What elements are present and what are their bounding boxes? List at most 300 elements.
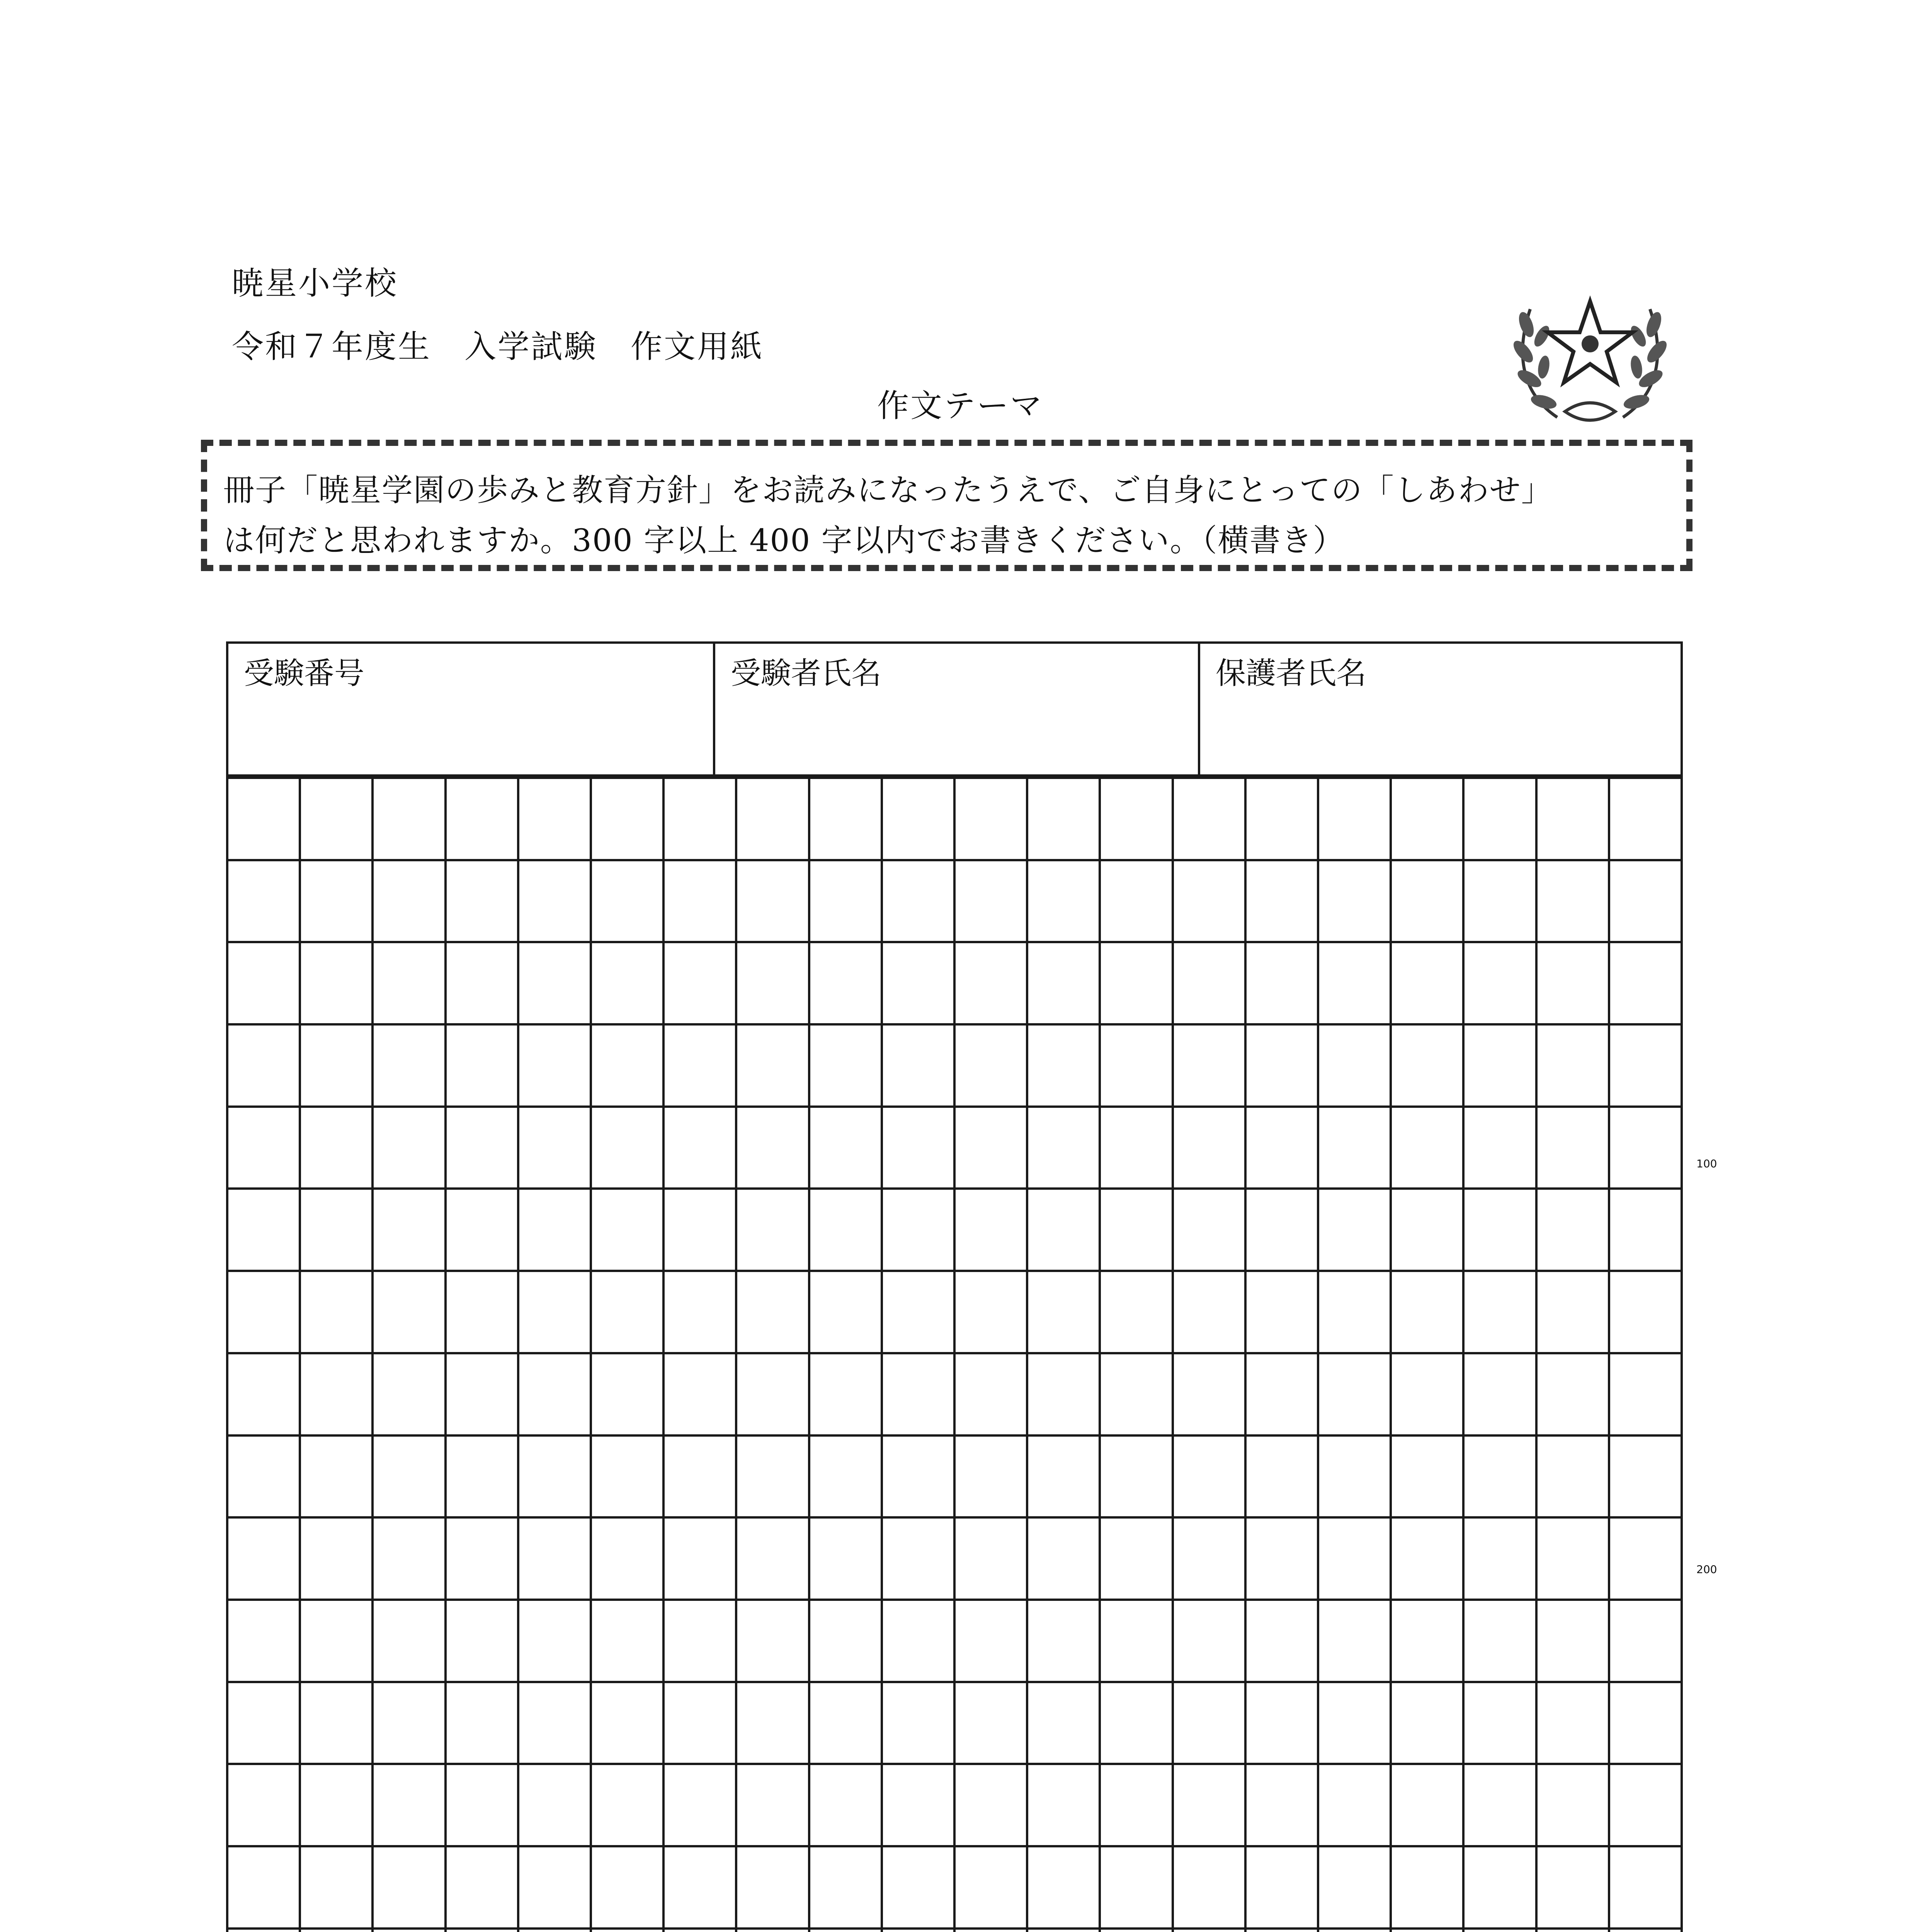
grid-cell[interactable] xyxy=(301,1108,374,1190)
grid-cell[interactable] xyxy=(447,1765,519,1847)
grid-cell[interactable] xyxy=(1538,1519,1610,1601)
grid-cell[interactable] xyxy=(737,861,810,944)
grid-cell[interactable] xyxy=(592,1601,665,1683)
grid-cell[interactable] xyxy=(374,1519,446,1601)
grid-cell[interactable] xyxy=(1319,1354,1392,1437)
grid-cell[interactable] xyxy=(1610,1272,1683,1354)
grid-cell[interactable] xyxy=(1319,1601,1392,1683)
grid-cell[interactable] xyxy=(1465,1108,1537,1190)
grid-cell[interactable] xyxy=(956,1026,1028,1108)
grid-cell[interactable] xyxy=(1465,1190,1537,1272)
grid-cell[interactable] xyxy=(374,1437,446,1519)
grid-cell[interactable] xyxy=(1610,1930,1683,1932)
grid-cell[interactable] xyxy=(374,943,446,1026)
grid-cell[interactable] xyxy=(1392,1026,1465,1108)
grid-cell[interactable] xyxy=(1247,1519,1319,1601)
grid-cell[interactable] xyxy=(1465,1354,1537,1437)
grid-cell[interactable] xyxy=(374,1930,446,1932)
grid-cell[interactable] xyxy=(592,861,665,944)
grid-cell[interactable] xyxy=(592,1108,665,1190)
grid-cell[interactable] xyxy=(1465,1601,1537,1683)
grid-cell[interactable] xyxy=(1538,779,1610,861)
grid-cell[interactable] xyxy=(1610,1354,1683,1437)
grid-cell[interactable] xyxy=(665,1519,737,1601)
grid-cell[interactable] xyxy=(1538,1601,1610,1683)
grid-cell[interactable] xyxy=(228,861,301,944)
grid-cell[interactable] xyxy=(519,1765,592,1847)
grid-cell[interactable] xyxy=(1247,1190,1319,1272)
grid-cell[interactable] xyxy=(519,1190,592,1272)
grid-cell[interactable] xyxy=(374,1190,446,1272)
grid-cell[interactable] xyxy=(956,1108,1028,1190)
grid-cell[interactable] xyxy=(592,1930,665,1932)
grid-cell[interactable] xyxy=(1319,779,1392,861)
grid-cell[interactable] xyxy=(810,943,883,1026)
grid-cell[interactable] xyxy=(447,1026,519,1108)
grid-cell[interactable] xyxy=(301,1930,374,1932)
grid-cell[interactable] xyxy=(447,1601,519,1683)
grid-cell[interactable] xyxy=(1101,779,1174,861)
grid-cell[interactable] xyxy=(810,861,883,944)
grid-cell[interactable] xyxy=(1538,1847,1610,1930)
grid-cell[interactable] xyxy=(1610,1108,1683,1190)
grid-cell[interactable] xyxy=(1101,861,1174,944)
grid-cell[interactable] xyxy=(1028,1601,1101,1683)
grid-cell[interactable] xyxy=(1538,1930,1610,1932)
grid-cell[interactable] xyxy=(883,1930,956,1932)
grid-cell[interactable] xyxy=(1465,861,1537,944)
grid-cell[interactable] xyxy=(956,861,1028,944)
grid-cell[interactable] xyxy=(1610,1847,1683,1930)
grid-cell[interactable] xyxy=(228,1519,301,1601)
grid-cell[interactable] xyxy=(1174,779,1247,861)
grid-cell[interactable] xyxy=(1465,1847,1537,1930)
grid-cell[interactable] xyxy=(1028,1683,1101,1765)
grid-cell[interactable] xyxy=(1465,1437,1537,1519)
grid-cell[interactable] xyxy=(1101,1519,1174,1601)
grid-cell[interactable] xyxy=(374,1765,446,1847)
grid-cell[interactable] xyxy=(592,1765,665,1847)
grid-cell[interactable] xyxy=(519,943,592,1026)
grid-cell[interactable] xyxy=(956,1519,1028,1601)
grid-cell[interactable] xyxy=(737,1601,810,1683)
grid-cell[interactable] xyxy=(1392,1930,1465,1932)
grid-cell[interactable] xyxy=(228,1026,301,1108)
grid-cell[interactable] xyxy=(1101,1930,1174,1932)
grid-cell[interactable] xyxy=(592,1437,665,1519)
grid-cell[interactable] xyxy=(301,943,374,1026)
grid-cell[interactable] xyxy=(737,943,810,1026)
grid-cell[interactable] xyxy=(301,1847,374,1930)
grid-cell[interactable] xyxy=(301,1601,374,1683)
grid-cell[interactable] xyxy=(1610,1437,1683,1519)
grid-cell[interactable] xyxy=(1319,943,1392,1026)
grid-cell[interactable] xyxy=(737,1847,810,1930)
grid-cell[interactable] xyxy=(665,943,737,1026)
grid-cell[interactable] xyxy=(1465,1765,1537,1847)
grid-cell[interactable] xyxy=(1465,779,1537,861)
grid-cell[interactable] xyxy=(1101,1272,1174,1354)
grid-cell[interactable] xyxy=(447,1354,519,1437)
grid-cell[interactable] xyxy=(1392,1108,1465,1190)
grid-cell[interactable] xyxy=(1247,1930,1319,1932)
grid-cell[interactable] xyxy=(1247,779,1319,861)
grid-cell[interactable] xyxy=(737,1437,810,1519)
grid-cell[interactable] xyxy=(447,1272,519,1354)
grid-cell[interactable] xyxy=(1174,943,1247,1026)
grid-cell[interactable] xyxy=(956,1683,1028,1765)
grid-cell[interactable] xyxy=(1028,1765,1101,1847)
grid-cell[interactable] xyxy=(883,1437,956,1519)
grid-cell[interactable] xyxy=(1319,1190,1392,1272)
grid-cell[interactable] xyxy=(1319,1026,1392,1108)
grid-cell[interactable] xyxy=(1610,1519,1683,1601)
grid-cell[interactable] xyxy=(810,779,883,861)
grid-cell[interactable] xyxy=(1610,1683,1683,1765)
grid-cell[interactable] xyxy=(1101,1354,1174,1437)
grid-cell[interactable] xyxy=(228,943,301,1026)
grid-cell[interactable] xyxy=(810,1190,883,1272)
grid-cell[interactable] xyxy=(1392,943,1465,1026)
grid-cell[interactable] xyxy=(1101,943,1174,1026)
grid-cell[interactable] xyxy=(810,1765,883,1847)
grid-cell[interactable] xyxy=(447,1519,519,1601)
grid-cell[interactable] xyxy=(883,1354,956,1437)
grid-cell[interactable] xyxy=(1392,1272,1465,1354)
grid-cell[interactable] xyxy=(1101,1601,1174,1683)
grid-cell[interactable] xyxy=(374,1354,446,1437)
grid-cell[interactable] xyxy=(1028,1847,1101,1930)
grid-cell[interactable] xyxy=(665,1847,737,1930)
grid-cell[interactable] xyxy=(1392,1601,1465,1683)
grid-cell[interactable] xyxy=(737,1272,810,1354)
grid-cell[interactable] xyxy=(228,1437,301,1519)
grid-cell[interactable] xyxy=(956,1930,1028,1932)
grid-cell[interactable] xyxy=(665,861,737,944)
grid-cell[interactable] xyxy=(1247,1601,1319,1683)
grid-cell[interactable] xyxy=(1247,1354,1319,1437)
grid-cell[interactable] xyxy=(1247,1765,1319,1847)
grid-cell[interactable] xyxy=(1538,1108,1610,1190)
grid-cell[interactable] xyxy=(374,1847,446,1930)
grid-cell[interactable] xyxy=(810,1683,883,1765)
grid-cell[interactable] xyxy=(592,943,665,1026)
grid-cell[interactable] xyxy=(447,1930,519,1932)
grid-cell[interactable] xyxy=(1101,1026,1174,1108)
grid-cell[interactable] xyxy=(810,1354,883,1437)
grid-cell[interactable] xyxy=(1101,1847,1174,1930)
grid-cell[interactable] xyxy=(1028,1190,1101,1272)
grid-cell[interactable] xyxy=(737,1026,810,1108)
grid-cell[interactable] xyxy=(228,1354,301,1437)
grid-cell[interactable] xyxy=(1247,1026,1319,1108)
grid-cell[interactable] xyxy=(1610,779,1683,861)
grid-cell[interactable] xyxy=(1392,861,1465,944)
grid-cell[interactable] xyxy=(1028,1026,1101,1108)
grid-cell[interactable] xyxy=(810,1026,883,1108)
grid-cell[interactable] xyxy=(519,1847,592,1930)
grid-cell[interactable] xyxy=(810,1272,883,1354)
grid-cell[interactable] xyxy=(519,1108,592,1190)
grid-cell[interactable] xyxy=(519,1026,592,1108)
grid-cell[interactable] xyxy=(1392,1519,1465,1601)
grid-cell[interactable] xyxy=(810,1437,883,1519)
grid-cell[interactable] xyxy=(447,779,519,861)
grid-cell[interactable] xyxy=(1174,1108,1247,1190)
grid-cell[interactable] xyxy=(1101,1437,1174,1519)
grid-cell[interactable] xyxy=(519,1519,592,1601)
grid-cell[interactable] xyxy=(374,1026,446,1108)
grid-cell[interactable] xyxy=(1247,861,1319,944)
grid-cell[interactable] xyxy=(519,1354,592,1437)
grid-cell[interactable] xyxy=(1174,1847,1247,1930)
grid-cell[interactable] xyxy=(1465,1026,1537,1108)
grid-cell[interactable] xyxy=(665,1272,737,1354)
grid-cell[interactable] xyxy=(1392,1354,1465,1437)
grid-cell[interactable] xyxy=(665,1437,737,1519)
grid-cell[interactable] xyxy=(592,1026,665,1108)
grid-cell[interactable] xyxy=(228,1108,301,1190)
grid-cell[interactable] xyxy=(447,1847,519,1930)
grid-cell[interactable] xyxy=(956,1354,1028,1437)
grid-cell[interactable] xyxy=(592,779,665,861)
grid-cell[interactable] xyxy=(1610,1601,1683,1683)
grid-cell[interactable] xyxy=(810,1601,883,1683)
grid-cell[interactable] xyxy=(592,1847,665,1930)
grid-cell[interactable] xyxy=(1174,861,1247,944)
grid-cell[interactable] xyxy=(447,861,519,944)
grid-cell[interactable] xyxy=(1247,943,1319,1026)
grid-cell[interactable] xyxy=(1101,1190,1174,1272)
grid-cell[interactable] xyxy=(519,1437,592,1519)
grid-cell[interactable] xyxy=(1174,1765,1247,1847)
grid-cell[interactable] xyxy=(665,1354,737,1437)
grid-cell[interactable] xyxy=(1319,1437,1392,1519)
examinee-name-field[interactable] xyxy=(715,644,1200,774)
grid-cell[interactable] xyxy=(883,1190,956,1272)
grid-cell[interactable] xyxy=(447,1108,519,1190)
grid-cell[interactable] xyxy=(956,1765,1028,1847)
grid-cell[interactable] xyxy=(301,1519,374,1601)
grid-cell[interactable] xyxy=(1174,1354,1247,1437)
grid-cell[interactable] xyxy=(447,1683,519,1765)
grid-cell[interactable] xyxy=(956,943,1028,1026)
grid-cell[interactable] xyxy=(1101,1765,1174,1847)
grid-cell[interactable] xyxy=(1392,1683,1465,1765)
grid-cell[interactable] xyxy=(1465,1930,1537,1932)
grid-cell[interactable] xyxy=(228,1765,301,1847)
grid-cell[interactable] xyxy=(374,861,446,944)
grid-cell[interactable] xyxy=(1319,1847,1392,1930)
grid-cell[interactable] xyxy=(956,779,1028,861)
grid-cell[interactable] xyxy=(1538,1026,1610,1108)
grid-cell[interactable] xyxy=(1174,1190,1247,1272)
grid-cell[interactable] xyxy=(956,1272,1028,1354)
grid-cell[interactable] xyxy=(519,779,592,861)
grid-cell[interactable] xyxy=(1174,1519,1247,1601)
grid-cell[interactable] xyxy=(1319,1683,1392,1765)
grid-cell[interactable] xyxy=(228,1272,301,1354)
grid-cell[interactable] xyxy=(1028,861,1101,944)
grid-cell[interactable] xyxy=(1028,1272,1101,1354)
grid-cell[interactable] xyxy=(592,1683,665,1765)
grid-cell[interactable] xyxy=(592,1354,665,1437)
grid-cell[interactable] xyxy=(1538,1765,1610,1847)
grid-cell[interactable] xyxy=(1028,1108,1101,1190)
grid-cell[interactable] xyxy=(519,1930,592,1932)
grid-cell[interactable] xyxy=(301,1026,374,1108)
grid-cell[interactable] xyxy=(1174,1437,1247,1519)
grid-cell[interactable] xyxy=(883,1272,956,1354)
grid-cell[interactable] xyxy=(519,1272,592,1354)
grid-cell[interactable] xyxy=(665,1190,737,1272)
grid-cell[interactable] xyxy=(228,779,301,861)
grid-cell[interactable] xyxy=(1174,1601,1247,1683)
grid-cell[interactable] xyxy=(1610,1190,1683,1272)
grid-cell[interactable] xyxy=(447,1437,519,1519)
grid-cell[interactable] xyxy=(519,1601,592,1683)
grid-cell[interactable] xyxy=(665,1930,737,1932)
grid-cell[interactable] xyxy=(737,1108,810,1190)
grid-cell[interactable] xyxy=(1392,1765,1465,1847)
grid-cell[interactable] xyxy=(1174,1683,1247,1765)
grid-cell[interactable] xyxy=(228,1190,301,1272)
writing-grid[interactable] xyxy=(226,777,1683,1932)
grid-cell[interactable] xyxy=(1392,1437,1465,1519)
grid-cell[interactable] xyxy=(1538,1683,1610,1765)
grid-cell[interactable] xyxy=(810,1519,883,1601)
grid-cell[interactable] xyxy=(883,1601,956,1683)
grid-cell[interactable] xyxy=(1538,943,1610,1026)
grid-cell[interactable] xyxy=(1319,1272,1392,1354)
grid-cell[interactable] xyxy=(301,1765,374,1847)
grid-cell[interactable] xyxy=(1610,1765,1683,1847)
grid-cell[interactable] xyxy=(374,1683,446,1765)
grid-cell[interactable] xyxy=(1538,1190,1610,1272)
grid-cell[interactable] xyxy=(228,1847,301,1930)
grid-cell[interactable] xyxy=(665,1108,737,1190)
grid-cell[interactable] xyxy=(665,1765,737,1847)
grid-cell[interactable] xyxy=(1028,779,1101,861)
grid-cell[interactable] xyxy=(1538,1354,1610,1437)
grid-cell[interactable] xyxy=(519,1683,592,1765)
grid-cell[interactable] xyxy=(1538,1272,1610,1354)
grid-cell[interactable] xyxy=(1610,943,1683,1026)
grid-cell[interactable] xyxy=(1174,1930,1247,1932)
grid-cell[interactable] xyxy=(956,1847,1028,1930)
grid-cell[interactable] xyxy=(1247,1847,1319,1930)
grid-cell[interactable] xyxy=(1392,1847,1465,1930)
grid-cell[interactable] xyxy=(665,1683,737,1765)
grid-cell[interactable] xyxy=(519,861,592,944)
grid-cell[interactable] xyxy=(1174,1272,1247,1354)
exam-number-field[interactable] xyxy=(228,644,715,774)
grid-cell[interactable] xyxy=(1465,1272,1537,1354)
grid-cell[interactable] xyxy=(1319,1108,1392,1190)
grid-cell[interactable] xyxy=(883,1026,956,1108)
grid-cell[interactable] xyxy=(374,1108,446,1190)
grid-cell[interactable] xyxy=(1247,1437,1319,1519)
grid-cell[interactable] xyxy=(737,1354,810,1437)
grid-cell[interactable] xyxy=(1319,1519,1392,1601)
grid-cell[interactable] xyxy=(1392,1190,1465,1272)
grid-cell[interactable] xyxy=(374,779,446,861)
grid-cell[interactable] xyxy=(737,779,810,861)
grid-cell[interactable] xyxy=(1610,1026,1683,1108)
grid-cell[interactable] xyxy=(737,1765,810,1847)
grid-cell[interactable] xyxy=(301,1272,374,1354)
grid-cell[interactable] xyxy=(665,1026,737,1108)
grid-cell[interactable] xyxy=(1538,861,1610,944)
grid-cell[interactable] xyxy=(301,861,374,944)
grid-cell[interactable] xyxy=(1101,1108,1174,1190)
grid-cell[interactable] xyxy=(301,779,374,861)
grid-cell[interactable] xyxy=(665,1601,737,1683)
grid-cell[interactable] xyxy=(1247,1108,1319,1190)
grid-cell[interactable] xyxy=(737,1683,810,1765)
grid-cell[interactable] xyxy=(592,1272,665,1354)
grid-cell[interactable] xyxy=(1465,1683,1537,1765)
grid-cell[interactable] xyxy=(1319,1765,1392,1847)
grid-cell[interactable] xyxy=(228,1683,301,1765)
grid-cell[interactable] xyxy=(592,1190,665,1272)
grid-cell[interactable] xyxy=(228,1930,301,1932)
grid-cell[interactable] xyxy=(1028,943,1101,1026)
grid-cell[interactable] xyxy=(883,943,956,1026)
grid-cell[interactable] xyxy=(883,861,956,944)
grid-cell[interactable] xyxy=(883,1519,956,1601)
grid-cell[interactable] xyxy=(1174,1026,1247,1108)
grid-cell[interactable] xyxy=(1101,1683,1174,1765)
grid-cell[interactable] xyxy=(301,1437,374,1519)
grid-cell[interactable] xyxy=(592,1519,665,1601)
grid-cell[interactable] xyxy=(883,1108,956,1190)
grid-cell[interactable] xyxy=(447,943,519,1026)
grid-cell[interactable] xyxy=(374,1601,446,1683)
grid-cell[interactable] xyxy=(737,1519,810,1601)
grid-cell[interactable] xyxy=(737,1190,810,1272)
grid-cell[interactable] xyxy=(1392,779,1465,861)
grid-cell[interactable] xyxy=(374,1272,446,1354)
grid-cell[interactable] xyxy=(1028,1354,1101,1437)
grid-cell[interactable] xyxy=(883,779,956,861)
grid-cell[interactable] xyxy=(1028,1930,1101,1932)
grid-cell[interactable] xyxy=(956,1190,1028,1272)
grid-cell[interactable] xyxy=(1538,1437,1610,1519)
grid-cell[interactable] xyxy=(1028,1437,1101,1519)
grid-cell[interactable] xyxy=(1028,1519,1101,1601)
grid-cell[interactable] xyxy=(447,1190,519,1272)
grid-cell[interactable] xyxy=(301,1683,374,1765)
grid-cell[interactable] xyxy=(956,1601,1028,1683)
grid-cell[interactable] xyxy=(737,1930,810,1932)
grid-cell[interactable] xyxy=(883,1683,956,1765)
grid-cell[interactable] xyxy=(810,1847,883,1930)
grid-cell[interactable] xyxy=(1319,1930,1392,1932)
grid-cell[interactable] xyxy=(228,1601,301,1683)
guardian-name-field[interactable] xyxy=(1200,644,1681,774)
grid-cell[interactable] xyxy=(810,1108,883,1190)
grid-cell[interactable] xyxy=(665,779,737,861)
grid-cell[interactable] xyxy=(1247,1272,1319,1354)
grid-cell[interactable] xyxy=(810,1930,883,1932)
grid-cell[interactable] xyxy=(1247,1683,1319,1765)
grid-cell[interactable] xyxy=(883,1765,956,1847)
grid-cell[interactable] xyxy=(1465,943,1537,1026)
grid-cell[interactable] xyxy=(1465,1519,1537,1601)
grid-cell[interactable] xyxy=(301,1190,374,1272)
grid-cell[interactable] xyxy=(956,1437,1028,1519)
